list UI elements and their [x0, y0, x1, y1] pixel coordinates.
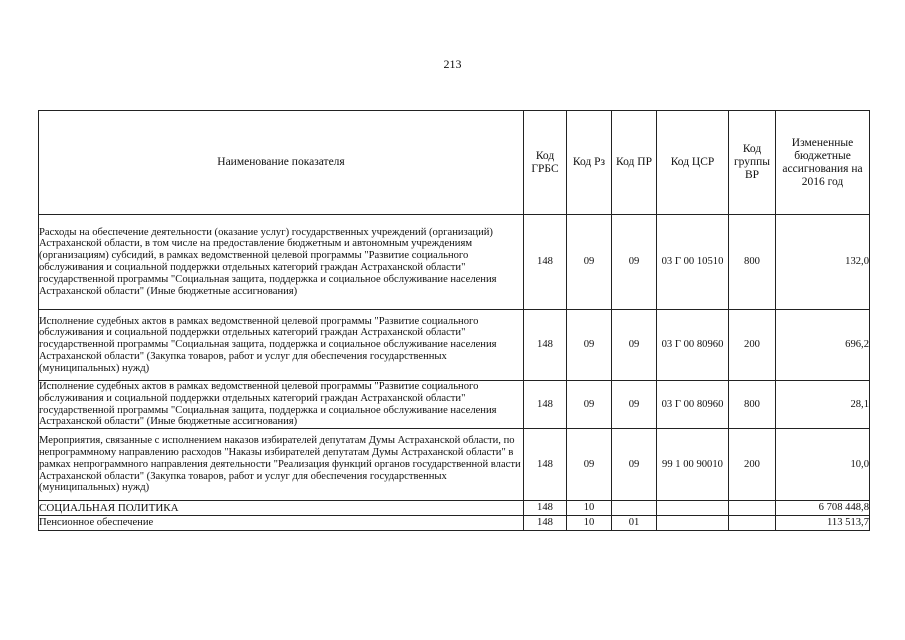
- row-rz: 09: [567, 429, 612, 501]
- row-grbs: 148: [524, 429, 567, 501]
- row-grbs: 148: [524, 501, 567, 516]
- row-pr: 01: [612, 516, 657, 531]
- header-name: Наименование показателя: [39, 111, 524, 215]
- row-rz: 09: [567, 310, 612, 381]
- row-grbs: 148: [524, 516, 567, 531]
- header-csr: Код ЦСР: [657, 111, 729, 215]
- row-grbs: 148: [524, 381, 567, 429]
- row-sum: 28,1: [776, 381, 870, 429]
- table-header-row: [39, 111, 870, 215]
- header-pr: Код ПР: [612, 111, 657, 215]
- row-name: Мероприятия, связанные с исполнением наказов избирателей депутатам Думы Астраханской области, по непрограммному направлению расходов "Наказы избирателей депутатам Думы Астраханской области" в рамках непрограммного направления деятельности "Реализация функций органов государственной власти Астраханской области" (Закупка товаров, работ и услуг для обеспечения государственных (муниципальных) нужд): [39, 429, 524, 501]
- budget-table: [38, 110, 870, 531]
- row-sum: 696,2: [776, 310, 870, 381]
- row-name: СОЦИАЛЬНАЯ ПОЛИТИКА: [39, 501, 524, 516]
- row-pr: [612, 501, 657, 516]
- row-csr: [657, 516, 729, 531]
- header-rz: Код Рз: [567, 111, 612, 215]
- row-pr: 09: [612, 215, 657, 310]
- table-row: [39, 501, 870, 516]
- header-sum: Измененные бюджетные ассигнования на 2016 год: [776, 111, 870, 215]
- row-grbs: 148: [524, 310, 567, 381]
- row-csr: 99 1 00 90010: [657, 429, 729, 501]
- table-row: [39, 429, 870, 501]
- table-row: [39, 516, 870, 531]
- row-pr: 09: [612, 429, 657, 501]
- row-rz: 09: [567, 215, 612, 310]
- row-pr: 09: [612, 381, 657, 429]
- row-rz: 09: [567, 381, 612, 429]
- row-csr: 03 Г 00 80960: [657, 310, 729, 381]
- row-name: Расходы на обеспечение деятельности (оказание услуг) государственных учреждений (организаций) Астраханской области, в том числе на предоставление бюджетным и автономным учреждениям (организациям) субсидий, в рамках ведомственной целевой программы "Развитие социального обслуживания и социальной поддержки отдельных категорий граждан Астраханской области" государственной программы "Социальная защита, поддержка и социальное обслуживание населения Астраханской области" (Иные бюджетные ассигнования): [39, 215, 524, 310]
- row-name: Пенсионное обеспечение: [39, 516, 524, 531]
- row-rz: 10: [567, 516, 612, 531]
- row-csr: 03 Г 00 10510: [657, 215, 729, 310]
- table-row: [39, 215, 870, 310]
- row-pr: 09: [612, 310, 657, 381]
- table-row: [39, 310, 870, 381]
- row-vr: 200: [729, 310, 776, 381]
- row-vr: 800: [729, 215, 776, 310]
- header-grbs: Код ГРБС: [524, 111, 567, 215]
- row-sum: 10,0: [776, 429, 870, 501]
- row-vr: 200: [729, 429, 776, 501]
- table-row: [39, 381, 870, 429]
- row-name: Исполнение судебных актов в рамках ведомственной целевой программы "Развитие социального обслуживания и социальной поддержки отдельных категорий граждан Астраханской области" государственной программы "Социальная защита, поддержка и социальное обслуживание населения Астраханской области" (Закупка товаров, работ и услуг для обеспечения государственных (муниципальных) нужд): [39, 310, 524, 381]
- row-vr: [729, 501, 776, 516]
- row-grbs: 148: [524, 215, 567, 310]
- row-name: Исполнение судебных актов в рамках ведомственной целевой программы "Развитие социального обслуживания и социальной поддержки отдельных категорий граждан Астраханской области" государственной программы "Социальная защита, поддержка и социальное обслуживание населения Астраханской области" (Иные бюджетные ассигнования): [39, 381, 524, 429]
- header-vr: Код группы ВР: [729, 111, 776, 215]
- row-sum: 132,0: [776, 215, 870, 310]
- row-sum: 6 708 448,8: [776, 501, 870, 516]
- row-csr: [657, 501, 729, 516]
- row-vr: 800: [729, 381, 776, 429]
- row-csr: 03 Г 00 80960: [657, 381, 729, 429]
- row-sum: 113 513,7: [776, 516, 870, 531]
- row-vr: [729, 516, 776, 531]
- row-rz: 10: [567, 501, 612, 516]
- page-number: 213: [443, 57, 462, 71]
